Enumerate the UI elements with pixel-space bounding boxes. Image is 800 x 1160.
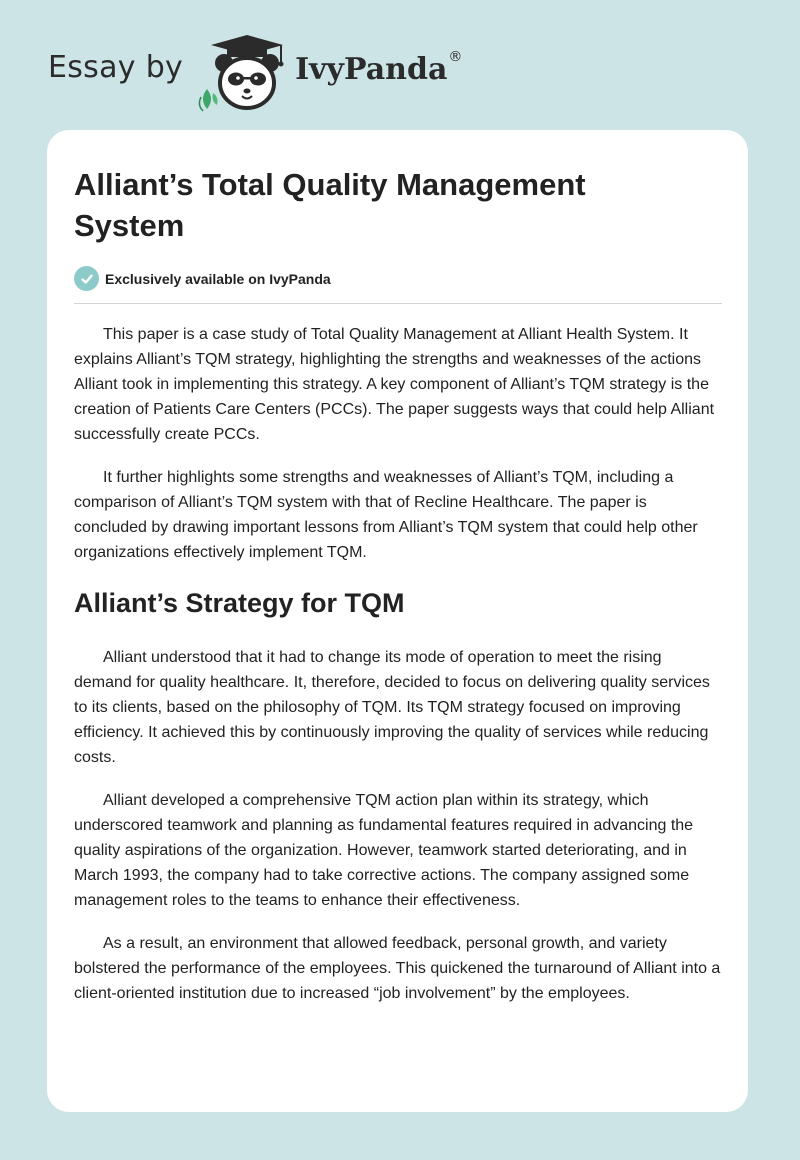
exclusive-badge bbox=[74, 266, 722, 291]
essay-by-label: Essay by bbox=[48, 49, 184, 85]
check-circle-icon bbox=[74, 266, 99, 291]
panda-graduate-logo-icon[interactable] bbox=[197, 33, 289, 113]
paragraph: This paper is a case study of Total Quality Management at Alliant Health System. It explains Alliant’s TQM strategy, highlighting the strengths and weaknesses of the actions Alliant took in implementing this strategy. A key component of Alliant’s TQM strategy is the creation of Patients Care Centers (PCCs). The paper suggests ways that could help Alliant successfully create PCCs. bbox=[74, 326, 715, 443]
exclusive-badge-text: Exclusively available on IvyPanda bbox=[105, 270, 331, 287]
paragraph: Alliant understood that it had to change its mode of operation to meet the rising demand for quality healthcare. It, therefore, decided to focus on delivering quality services to its clients, based on the philosophy of TQM. Its TQM strategy focused on improving efficiency. It achieved this by continuously improving the quality of services while reducing costs. bbox=[74, 649, 710, 766]
essay-title: Alliant’s Total Quality Management System bbox=[74, 167, 586, 243]
site-header bbox=[48, 28, 462, 118]
paragraph: Alliant developed a comprehensive TQM action plan within its strategy, which underscored teamwork and planning as fundamental features required in advancing the quality aspirations of the organization. However, teamwork started deteriorating, and in March 1993, the company had to take corrective actions. The company assigned some management roles to the teams to enhance their effectiveness. bbox=[74, 792, 694, 909]
paragraph: As a result, an environment that allowed feedback, personal growth, and variety bolstered the performance of the employees. This quickened the turnaround of Alliant into a client-oriented institution due to increased “job involvement” by the employees. bbox=[74, 935, 721, 1002]
essay-card bbox=[47, 130, 748, 1112]
section-heading: Alliant’s Strategy for TQM bbox=[74, 588, 405, 618]
brand-name[interactable]: IvyPanda bbox=[295, 51, 448, 87]
divider bbox=[74, 303, 722, 304]
paragraph: It further highlights some strengths and weaknesses of Alliant’s TQM, including a comparison of Alliant’s TQM system with that of Recline Healthcare. The paper is concluded by drawing important lessons from Alliant’s TQM system that could help other organizations effectively implement TQM. bbox=[74, 469, 698, 561]
registered-mark: ® bbox=[448, 49, 463, 65]
